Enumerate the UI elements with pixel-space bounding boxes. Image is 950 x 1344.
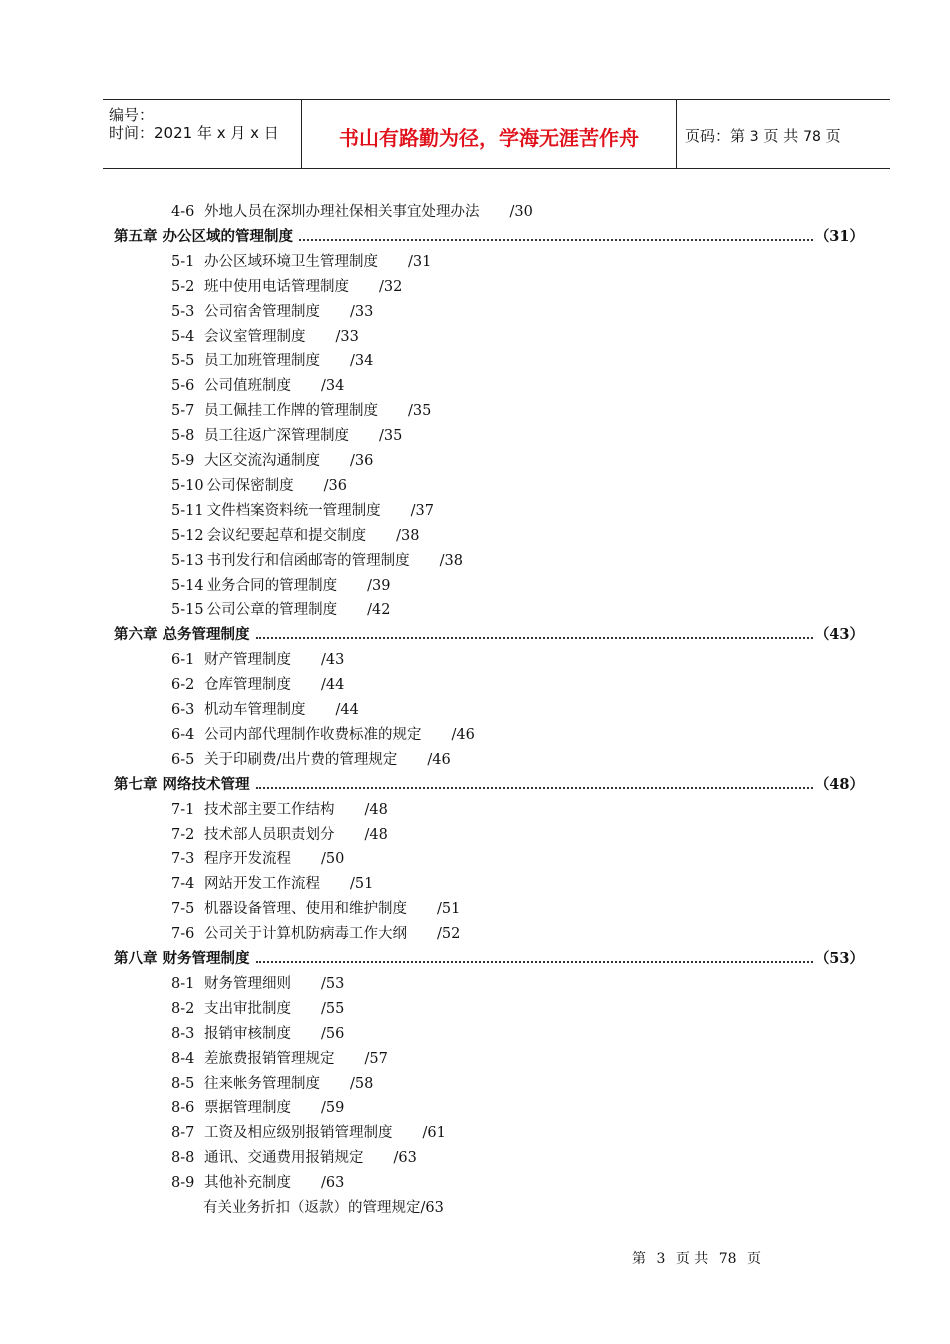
toc-item-row[interactable] (171, 476, 347, 496)
item-title: 公司公章的管理制度 (206, 602, 338, 619)
toc-item-row[interactable] (171, 327, 359, 347)
toc-item-row[interactable] (171, 825, 388, 845)
item-code: 5-15 (171, 602, 204, 619)
chapter-page: （43） (814, 626, 864, 644)
item-page: /63 (420, 1200, 444, 1216)
item-page: /63 (393, 1150, 417, 1167)
item-page: /56 (321, 1025, 345, 1042)
time-label: 时间：2021 年 x 月 x 日 (109, 124, 279, 142)
toc-item-row[interactable] (171, 576, 390, 596)
footer-prefix: 第 (632, 1251, 646, 1267)
toc-item-row[interactable] (171, 302, 373, 322)
item-title: 公司保密制度 (206, 477, 294, 494)
item-title: 仓库管理制度 (204, 677, 291, 694)
item-code: 5-5 (171, 353, 195, 370)
page-prefix: 页码：第 (685, 127, 746, 145)
toc-item-row[interactable] (171, 401, 431, 421)
item-title: 通讯、交通费用报销规定 (204, 1150, 364, 1167)
page-suffix: 页 (825, 127, 841, 145)
item-code: 4-6 (171, 204, 195, 220)
toc-item-row[interactable] (171, 501, 434, 521)
item-page: /59 (321, 1100, 345, 1117)
toc-item-row[interactable] (171, 999, 344, 1019)
item-title: 往来帐务管理制度 (204, 1075, 320, 1092)
item-code: 6-1 (171, 652, 195, 669)
item-code: 7-2 (171, 826, 195, 843)
dot-leader (256, 637, 813, 639)
item-page: /50 (321, 851, 345, 868)
item-code: 5-7 (171, 403, 195, 420)
item-code: 8-9 (171, 1175, 195, 1192)
item-code: 7-1 (171, 801, 195, 818)
item-title: 网站开发工作流程 (204, 876, 320, 893)
toc-item-row[interactable] (171, 750, 451, 770)
item-title: 办公区域环境卫生管理制度 (204, 253, 378, 270)
item-page: /33 (335, 328, 359, 345)
toc-chapter-row[interactable] (114, 625, 864, 645)
item-title: 程序开发流程 (204, 851, 291, 868)
item-page: /34 (321, 378, 345, 395)
chapter-page: （53） (814, 950, 864, 967)
item-title: 支出审批制度 (204, 1000, 291, 1017)
page-total: 78 (803, 129, 821, 145)
toc-item-row[interactable] (171, 426, 402, 446)
item-code: 5-8 (171, 428, 195, 445)
item-title: 公司值班制度 (204, 378, 291, 395)
toc-chapter-row[interactable] (114, 949, 864, 969)
toc-item-row[interactable] (171, 277, 402, 297)
item-page: /32 (379, 278, 403, 295)
item-title: 技术部人员职责划分 (204, 826, 335, 843)
toc-item-row[interactable] (171, 800, 388, 820)
toc-item-row[interactable] (171, 675, 344, 695)
dot-leader (256, 787, 813, 789)
item-code: 8-4 (171, 1050, 195, 1067)
toc-item-row[interactable] (171, 1049, 388, 1069)
toc-item-row[interactable] (171, 252, 431, 272)
chapter-page: （31） (814, 227, 864, 245)
item-title: 公司内部代理制作收费标准的规定 (204, 726, 422, 743)
item-code: 6-4 (171, 726, 195, 743)
toc-subitem-row[interactable] (203, 1198, 444, 1218)
dot-leader (256, 961, 813, 963)
toc-chapter-row[interactable] (114, 775, 864, 795)
item-title: 会议纪要起草和提交制度 (206, 527, 367, 544)
item-code: 8-2 (171, 1000, 195, 1017)
item-code: 5-3 (171, 303, 195, 320)
item-page: /51 (350, 876, 374, 893)
item-title: 技术部主要工作结构 (204, 801, 335, 818)
item-page: /53 (321, 975, 345, 992)
item-title: 票据管理制度 (204, 1100, 291, 1117)
item-title: 外地人员在深圳办理社保相关事宜处理办法 (204, 204, 480, 220)
item-title: 关于印刷费/出片费的管理规定 (204, 751, 398, 768)
chapter-title: 第五章 办公区域的管理制度 (114, 228, 294, 245)
item-page: /52 (437, 926, 461, 943)
item-title: 财务管理细则 (204, 975, 291, 992)
item-title: 大区交流沟通制度 (204, 453, 320, 469)
item-code: 8-5 (171, 1075, 195, 1092)
item-code: 5-1 (171, 253, 195, 270)
item-title: 机器设备管理、使用和维护制度 (204, 901, 407, 918)
toc-item-row[interactable] (171, 899, 460, 919)
item-code: 5-2 (171, 278, 195, 295)
footer-current-page: 3 (656, 1251, 666, 1267)
item-page: /33 (350, 303, 374, 320)
item-title: 有关业务折扣（返款）的管理规定 (203, 1200, 421, 1216)
item-title: 员工加班管理制度 (204, 353, 320, 370)
footer-total-pages: 78 (718, 1251, 737, 1267)
item-title: 机动车管理制度 (204, 702, 306, 718)
item-page: /58 (350, 1075, 374, 1092)
item-page: /31 (408, 253, 432, 270)
item-title: 员工往返广深管理制度 (204, 428, 349, 445)
item-page: /43 (321, 652, 345, 669)
toc-item-row[interactable] (171, 376, 344, 396)
toc-item-row[interactable] (171, 1123, 446, 1143)
item-title: 员工佩挂工作牌的管理制度 (204, 403, 378, 420)
chapter-page: （48） (814, 775, 864, 793)
toc-item-row[interactable] (171, 650, 344, 670)
item-code: 8-8 (171, 1150, 195, 1167)
item-title: 书刊发行和信函邮寄的管理制度 (206, 552, 410, 569)
toc-item-row[interactable] (171, 1074, 373, 1094)
toc-item-row[interactable] (171, 1098, 344, 1118)
item-page: /35 (408, 403, 432, 420)
item-page: /39 (367, 577, 391, 594)
toc-item-row[interactable] (171, 551, 463, 571)
item-page: /44 (321, 677, 345, 694)
item-code: 5-6 (171, 378, 195, 395)
item-code: 8-1 (171, 975, 195, 992)
item-title: 差旅费报销管理规定 (204, 1050, 335, 1067)
item-page: /44 (335, 702, 359, 718)
toc-item-row[interactable] (171, 874, 373, 894)
chapter-title: 第六章 总务管理制度 (114, 627, 250, 644)
item-code: 5-10 (171, 477, 204, 494)
item-title: 报销审核制度 (204, 1025, 291, 1042)
item-code: 7-3 (171, 851, 195, 868)
item-code: 5-4 (171, 328, 195, 345)
motto: 书山有路勤为径，学海无涯苦作舟 (339, 126, 639, 150)
item-page: /51 (437, 901, 461, 918)
item-page: /38 (439, 552, 463, 569)
item-page: /35 (379, 428, 403, 445)
toc-item-row[interactable] (171, 974, 344, 994)
toc-item-row[interactable] (171, 526, 419, 546)
toc-item-row[interactable] (171, 700, 359, 720)
page-mid: 页 共 (763, 127, 799, 145)
item-page: /37 (410, 502, 434, 519)
item-page: /36 (350, 453, 374, 469)
item-page: /48 (364, 826, 388, 843)
footer-suffix: 页 (747, 1251, 762, 1267)
item-code: 6-3 (171, 702, 195, 718)
item-code: 6-5 (171, 751, 195, 768)
item-code: 7-4 (171, 876, 195, 893)
page-current: 3 (749, 129, 759, 145)
item-title: 会议室管理制度 (204, 328, 306, 345)
toc-item-row[interactable] (171, 1148, 417, 1168)
item-title: 文件档案资料统一管理制度 (206, 502, 381, 519)
item-page: /38 (396, 527, 420, 544)
item-code: 8-7 (171, 1125, 195, 1142)
chapter-title: 第八章 财务管理制度 (114, 951, 250, 967)
item-page: /61 (422, 1125, 446, 1142)
item-page: /46 (427, 751, 451, 768)
item-title: 业务合同的管理制度 (206, 577, 338, 594)
toc-item-row[interactable] (171, 924, 460, 944)
item-title: 公司宿舍管理制度 (204, 303, 320, 320)
item-page: /46 (451, 726, 475, 743)
item-code: 5-11 (171, 502, 204, 519)
item-page: /63 (321, 1175, 345, 1192)
item-title: 财产管理制度 (204, 652, 291, 669)
number-label: 编号： (109, 106, 155, 124)
toc-item-row[interactable] (171, 351, 373, 371)
toc-item-row[interactable] (171, 600, 390, 620)
item-title: 班中使用电话管理制度 (204, 278, 349, 295)
footer-mid: 页 共 (675, 1251, 709, 1267)
toc-item-row[interactable] (171, 1173, 344, 1193)
item-page: /55 (321, 1000, 345, 1017)
toc-item-row[interactable] (171, 849, 344, 869)
item-code: 8-6 (171, 1100, 195, 1117)
chapter-title: 第七章 网络技术管理 (114, 776, 250, 793)
toc-item-row[interactable] (171, 202, 533, 222)
item-code: 8-3 (171, 1025, 195, 1042)
toc-item-row[interactable] (171, 451, 373, 471)
item-code: 6-2 (171, 677, 195, 694)
item-page: /30 (509, 204, 533, 220)
item-code: 5-12 (171, 527, 204, 544)
item-code: 5-14 (171, 577, 204, 594)
item-code: 5-9 (171, 453, 195, 469)
item-title: 其他补充制度 (204, 1175, 291, 1192)
item-code: 7-5 (171, 901, 195, 918)
toc-item-row[interactable] (171, 725, 475, 745)
item-page: /48 (364, 801, 388, 818)
item-code: 7-6 (171, 926, 195, 943)
item-page: /57 (364, 1050, 388, 1067)
dot-leader (299, 239, 813, 241)
item-title: 公司关于计算机防病毒工作大纲 (204, 926, 407, 943)
item-page: /42 (367, 602, 391, 619)
item-page: /36 (323, 477, 347, 494)
toc-chapter-row[interactable] (114, 227, 864, 247)
page-footer (632, 1248, 761, 1268)
toc-item-row[interactable] (171, 1024, 344, 1044)
item-code: 5-13 (171, 552, 204, 569)
item-title: 工资及相应级别报销管理制度 (204, 1125, 393, 1142)
item-page: /34 (350, 353, 374, 370)
